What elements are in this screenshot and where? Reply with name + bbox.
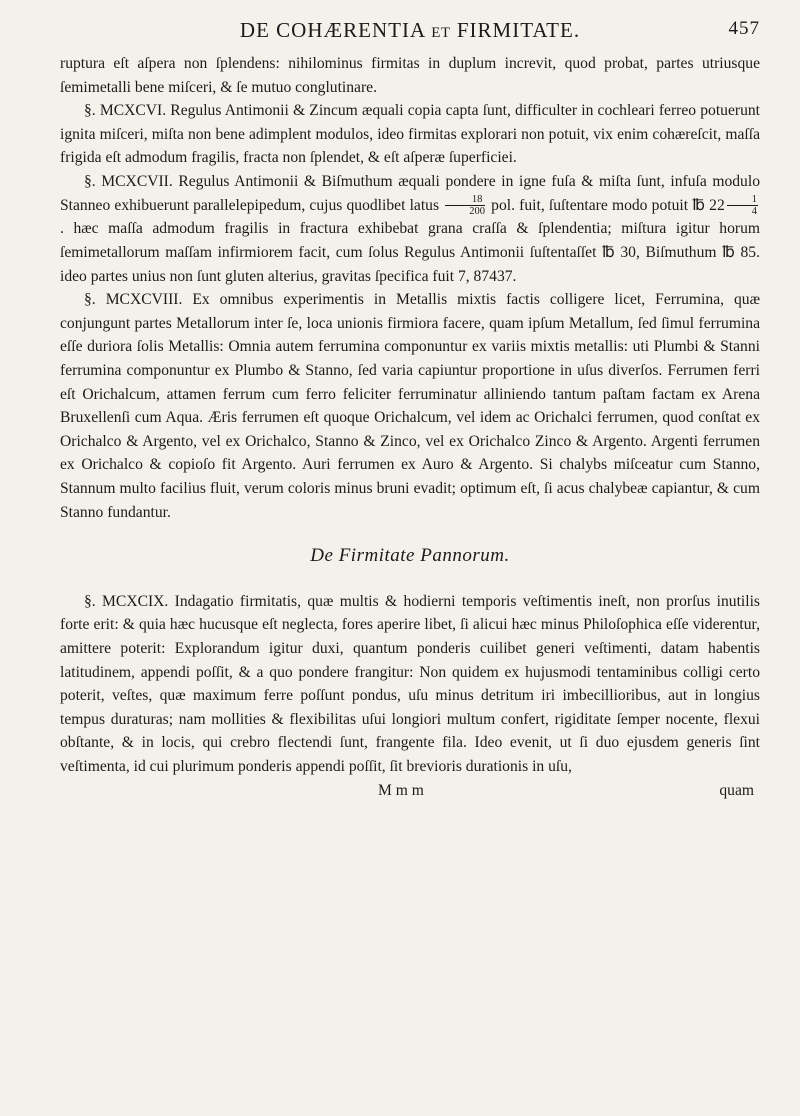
- paragraph-1197-part-a: §. MCXCVII. Regulus Antimonii & Biſmuthum æquali pondere in igne fuſa & miſta ſunt, infuſa modulo Stanneo exhibuerunt parallelepipedum, cujus quodlibet latus: [60, 172, 760, 214]
- paragraph-1196: §. MCXCVI. Regulus Antimonii & Zincum æquali copia capta ſunt, difficulter in cochleari ferreo potuerunt ignita miſceri, miſta non bene adimplent modulos, ideo firmitas explorari non potuit, vix enim cohæreſcit, maſſa frigida eſt admodum fragilis, fracta non ſplendet, & eſt aſperæ ſuperficiei.: [60, 102, 760, 167]
- paragraph-1197-part-b: pol. fuit, ſuſtentare modo potuit ℔ 22: [491, 196, 725, 214]
- running-title: [240, 18, 580, 43]
- section-heading: De Firmitate Pannorum.: [310, 545, 510, 567]
- running-header: [60, 18, 760, 52]
- fraction-side-length: [445, 194, 485, 217]
- book-page: [60, 18, 760, 803]
- fraction-weight: [727, 194, 758, 217]
- running-title-left: DE COHÆRENTIA: [239, 18, 426, 42]
- footer-line: [60, 779, 760, 803]
- paragraph-1198: §. MCXCVIII. Ex omnibus experimentis in Metallis mixtis factis colligere licet, Ferrumina, quæ conjungunt partes Metallorum inter ſe, loca unionis firmiora facere, quam ipſum Metallum, ſed ſimul ferrumina eſſe duriora ſolis Metallis: Omnia autem ferrumina componuntur ex variis mixtis metallis: uti Plumbi & Stanni ferrumina componuntur ex Plumbo & Stanno, ſed varia capiuntur proportione in uſus diverſos. Ferrumen ferri eſt Orichalcum, attamen ferrum cum ferro feliciter ferruminatur alliniendo tantum paſtam factam ex Arena Bruxellenſi cum Aqua. Æris ferrumen eſt quoque Orichalcum, vel idem ac Orichalci ferrumen, quod conſtat ex Orichalco & Argento, vel ex Orichalco, Stanno & Zinco, vel ex Orichalco Zinco & Argento. Argenti ferrumen ex Orichalco & copioſo fit Argento. Auri ferrumen ex Auro & Argento. Si chalybs miſceatur cum Stanno, Stannum multo facilius fluit, verum coloris minus bruni evadit; optimum eſt, ſi acus chalybeæ capiantur, & cum Stanno fundantur.: [60, 291, 760, 521]
- page-number: 457: [728, 18, 760, 39]
- paragraph-continuation: ruptura eſt aſpera non ſplendens: nihilominus firmitas in duplum increvit, quod probat, partes utriusque ſemimetalli bene miſceri, & ſe mutuo conglutinare.: [60, 55, 760, 96]
- fraction-denominator: 4: [751, 206, 757, 218]
- fraction-numerator: 18: [445, 194, 485, 206]
- fraction-denominator: 200: [469, 206, 485, 218]
- catchword: quam: [719, 781, 754, 799]
- signature-mark: M m m: [378, 781, 424, 799]
- fraction-numerator: 1: [727, 194, 758, 206]
- body-text: [60, 52, 760, 779]
- paragraph-1199: §. MCXCIX. Indagatio firmitatis, quæ multis & hodierni temporis veſtimentis ineſt, non prorſus inutilis forte erit: & quia hæc hucusque eſt neglecta, fores aperire libet, ſi alicui hæc minus Philoſophica eſſe viderentur, amittere poterit: Explorandum igitur duxi, quantum ponderis cuilibet generi veſtimenti, datam habentis latitudinem, appendi poſſit, & a quo pondere frangitur: Non quidem ex hujusmodi tentaminibus colligi certo poterit, veſtes, quæ maximum ferre poſſunt pondus, uſu minus detritum iri imbecillioribus, aut in longius tempus duraturas; nam mollities & flexibilitas uſui longiori multum confert, rigiditate ſemper nocente, flexui obſtante, & in locis, qui crebro flectendi ſunt, frangente fila. Ideo evenit, ut ſi duo ejusdem generis ſint veſtimenta, id cui plurimum ponderis appendi poſſit, ſit brevioris durationis in uſu,: [60, 592, 760, 775]
- running-title-right: FIRMITATE.: [456, 18, 581, 42]
- paragraph-1197: [60, 170, 760, 288]
- paragraph-1197-part-c: . hæc maſſa admodum fragilis in fractura exhibebat grana craſſa & ſplendentia; miſtura igitur horum ſemimetallorum maſſam infirmiorem facit, cum ſolus Regulus Antimonii ſuſtentaſſet ℔ 30, Biſmuthum ℔ 85. ideo partes unius non ſunt gluten alterius, gravitas ſpecifica fuit 7, 87437.: [60, 220, 760, 285]
- running-title-et: ET: [431, 25, 451, 41]
